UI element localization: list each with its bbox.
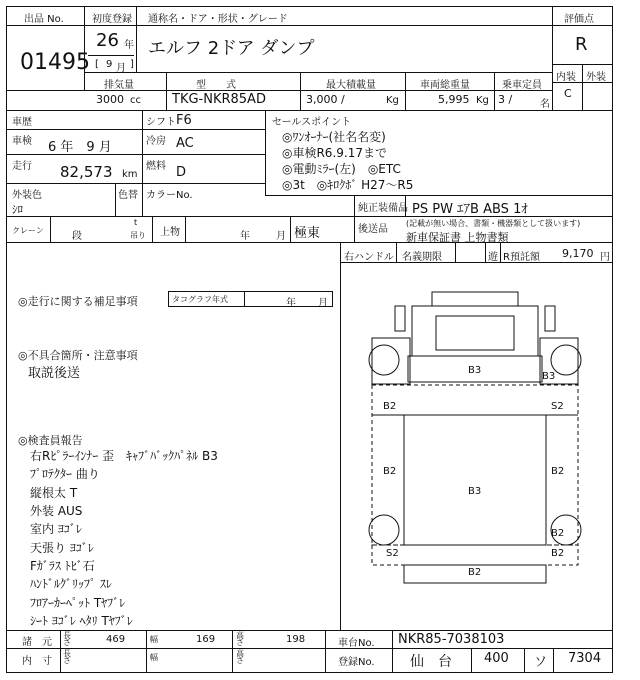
grade-value: R — [575, 34, 588, 55]
model-label: 型 式 — [196, 80, 236, 91]
reg-place: 仙 台 — [410, 654, 452, 670]
damage-mark: B2 — [468, 567, 482, 578]
gross-weight-label: 車両総重量 — [420, 80, 470, 91]
color-change-label: 色替 — [118, 190, 138, 201]
fuel-label: 燃料 — [146, 161, 166, 172]
mileage-unit: km — [122, 169, 138, 180]
displacement-value: 3000 — [96, 93, 124, 106]
name-label: 通称名・ドア・形状・グレード — [148, 14, 288, 25]
ext-color-label: 外装色 — [12, 190, 42, 201]
sales-line: ◎電動ﾐﾗｰ(左) ◎ETC — [282, 162, 401, 176]
inspector-line: 室内 ﾖｺﾞﾚ — [30, 522, 82, 536]
lot-label: 出品 No. — [24, 14, 64, 25]
inspector-line: 天張り ﾖｺﾞﾚ — [30, 541, 94, 555]
width-label-inner: 幅 — [150, 653, 158, 662]
deposit-value: 9,170 — [562, 247, 594, 260]
width-label: 幅 — [150, 635, 158, 644]
sales-title: セールスポイント — [272, 117, 352, 128]
height-label-inner: 高さ — [236, 649, 244, 665]
damage-mark: B2 — [383, 401, 397, 412]
width-value: 169 — [196, 634, 216, 645]
ext-color-value: ｼﾛ — [12, 203, 23, 216]
damage-mark: B2 — [551, 548, 565, 559]
inspector-line: 縦根太 T — [30, 486, 78, 500]
damage-mark: B2 — [551, 528, 565, 539]
lot-number: 01495 — [20, 50, 90, 75]
length-value: 469 — [106, 634, 126, 645]
reg-month-unit: 月 — [116, 63, 126, 74]
max-load-unit: Kg — [386, 95, 399, 106]
ac-value: AC — [176, 136, 194, 151]
damage-mark: B2 — [383, 466, 397, 477]
inspector-line: ｼｰﾄ ﾖｺﾞﾚ ﾍﾀﾘ Tﾔﾌﾞﾚ — [30, 614, 133, 628]
run-notes-title: ◎走行に関する補足事項 — [18, 295, 138, 308]
shaken-value: 6 年 9 月 — [48, 140, 112, 155]
inspector-line: ﾌﾟﾛﾃｸﾀｰ 曲り — [30, 467, 100, 481]
joubutsu-maker: 極東 — [294, 226, 321, 241]
gross-weight-value: 5,995 — [438, 93, 470, 106]
shift-label: シフト — [146, 117, 176, 128]
reg-year-unit: 年 — [124, 40, 134, 51]
defect-text: 取説後送 — [28, 366, 81, 381]
after-note: (記載が無い場合、書類・機器類として扱います) — [406, 219, 581, 228]
inspector-line: ﾌﾛｱｰｶｰﾍﾟｯﾄ Tﾔﾌﾞﾚ — [30, 596, 126, 610]
damage-mark: S2 — [551, 401, 564, 412]
joubutsu-label: 上物 — [160, 227, 180, 238]
damage-mark: B3 — [468, 365, 482, 376]
equip-value: PS PW ｴｱB ABS 1ｵ — [412, 202, 528, 217]
crane-label: クレーン — [12, 226, 44, 235]
length-label: 長さ — [63, 631, 71, 647]
fuel-value: D — [176, 165, 187, 180]
capacity-unit: 名 — [540, 99, 550, 110]
sales-line: ◎車検R6.9.17まで — [282, 146, 387, 160]
capacity-label: 乗車定員 — [502, 80, 542, 91]
sales-line: ◎ﾜﾝｵｰﾅｰ(社名名変) — [282, 130, 386, 144]
inspector-line: 右Rﾋﾟﾗｰｲﾝﾅｰ 歪 ｷｬﾌﾞﾊﾞｯｸﾊﾟﾈﾙ B3 — [30, 449, 218, 463]
shaken-label: 車検 — [12, 136, 32, 147]
shift-value: F6 — [176, 113, 192, 128]
inspector-line: 外装 AUS — [30, 504, 83, 518]
interior-grade: C — [564, 87, 572, 100]
auction-sheet: 出品 No. 01495 初度登録 26 年 [ 9 月 ] 通称名・ドア・形状・グレード エルフ 2ドア ダンプ 評価点 R 内装 外装 C 排気量 3000 cc 型 式 TKG-NKR85AD 最大積載量 3,000 / Kg 車両総重量 5,995 Kg 乗車定員 3 / 名 車歴 車検 6 年 9 月 走行 82,573 km 外装色 ｼﾛ 色替 シフト F6 冷房 AC 燃料 D カラーNo. セールスポイント ◎ﾜﾝｵｰﾅｰ(社名名変) ◎車検R6.9.17まで ◎電動ﾐﾗｰ(左) ◎ETC ◎3t ◎ｷﾛｸﾎﾞ H27～R5 純正装備品 PS PW ｴｱB ABS 1ｵ 後送品 (記載が無い場合、書類・機器類として扱います) 新車保証書 上物書類 クレーン 段 t 吊り 上物 年 月 極東 右ハンドル 名義期限 遊 R預託額 9,170 円 ◎走行に関する補足事項 タコグラフ年式 年 月 ◎不具合箇所・注意事項 取説後送 ◎検査員報告 右Rﾋﾟﾗｰｲﾝﾅｰ 歪 ｷｬﾌﾞﾊﾞｯｸﾊﾟﾈﾙ B3 ﾌﾟﾛﾃｸﾀｰ 曲り 縦根太 T 外装 AUS 室内 ﾖｺﾞﾚ 天張り ﾖｺﾞﾚ Fｶﾞﾗｽ ﾄﾋﾞ石 ﾊﾝﾄﾞﾙｸﾞﾘｯﾌﾟ ｽﾚ ﾌﾛｱｰｶｰﾍﾟｯﾄ Tﾔﾌﾞﾚ ｼｰﾄ ﾖｺﾞﾚ ﾍﾀﾘ Tﾔﾌﾞﾚ B3 B3 B2 S2 B2 B2 B3 B2 S2 B2 B2 諸 元 内 寸 長さ 長さ 469 幅 幅 169 高さ 高さ 198 車台No. NKR85-7038103 登録No. 仙 台 400 ソ 7304 — [0, 0, 640, 680]
max-load-label: 最大積載量 — [326, 80, 376, 91]
interior-label: 内装 — [556, 72, 576, 83]
vehicle-name: エルフ 2ドア ダンプ — [148, 38, 315, 59]
chassis-label: 車台No. — [338, 638, 375, 649]
damage-mark: B2 — [551, 466, 565, 477]
naisun-label: 内 寸 — [22, 656, 52, 667]
reg-year: 26 — [96, 30, 119, 51]
handle-label: 右ハンドル — [344, 252, 394, 263]
ac-label: 冷房 — [146, 136, 166, 147]
joubutsu-month: 月 — [276, 231, 286, 242]
truck-diagram — [369, 292, 581, 583]
equip-label: 純正装備品 — [358, 203, 408, 214]
height-label: 高さ — [236, 631, 244, 647]
shogen-label: 諸 元 — [22, 637, 52, 648]
crane-dan: 段 — [72, 231, 82, 242]
max-load-value: 3,000 / — [306, 93, 345, 106]
tacho-month: 月 — [318, 298, 328, 309]
reg-kana: ソ — [534, 655, 548, 670]
reg-month: 9 — [106, 59, 113, 70]
tacho-year: 年 — [286, 298, 296, 309]
crane-ton: t — [134, 218, 138, 227]
kei-label: 遊 — [488, 252, 498, 263]
history-label: 車歴 — [12, 117, 32, 128]
exterior-label: 外装 — [586, 72, 606, 83]
damage-mark: B3 — [542, 371, 556, 382]
after-value: 新車保証書 上物書類 — [406, 231, 509, 244]
model-value: TKG-NKR85AD — [172, 92, 266, 107]
mileage-value: 82,573 — [60, 163, 113, 181]
sales-line: ◎3t ◎ｷﾛｸﾎﾞ H27～R5 — [282, 178, 414, 192]
reg-label: 登録No. — [338, 657, 375, 668]
damage-mark: S2 — [386, 548, 399, 559]
reg-number: 7304 — [568, 651, 602, 666]
after-label: 後送品 — [358, 224, 388, 235]
chassis-value: NKR85-7038103 — [398, 632, 505, 647]
inspector-line: Fｶﾞﾗｽ ﾄﾋﾞ石 — [30, 559, 95, 573]
crane-tsuri: 吊り — [130, 231, 146, 240]
capacity-value: 3 / — [498, 93, 513, 106]
gross-weight-unit: Kg — [476, 95, 489, 106]
meigi-label: 名義期限 — [402, 252, 442, 263]
deposit-unit: 円 — [600, 252, 610, 263]
joubutsu-year: 年 — [240, 231, 250, 242]
displacement-unit: cc — [130, 95, 141, 106]
mileage-label: 走行 — [12, 161, 32, 172]
length-label-inner: 長さ — [63, 649, 71, 665]
inspector-line: ﾊﾝﾄﾞﾙｸﾞﾘｯﾌﾟ ｽﾚ — [30, 577, 112, 591]
tacho-label: タコグラフ年式 — [172, 295, 228, 304]
defect-title: ◎不具合箇所・注意事項 — [18, 349, 138, 362]
grade-label: 評価点 — [564, 14, 594, 25]
first-reg-label: 初度登録 — [92, 14, 132, 25]
inspector-title: ◎検査員報告 — [18, 434, 83, 447]
reg-class: 400 — [484, 651, 509, 666]
deposit-label: R預託額 — [503, 252, 540, 263]
displacement-label: 排気量 — [104, 80, 134, 91]
color-code-label: カラーNo. — [146, 190, 193, 201]
damage-mark: B3 — [468, 486, 482, 497]
height-value: 198 — [286, 634, 306, 645]
